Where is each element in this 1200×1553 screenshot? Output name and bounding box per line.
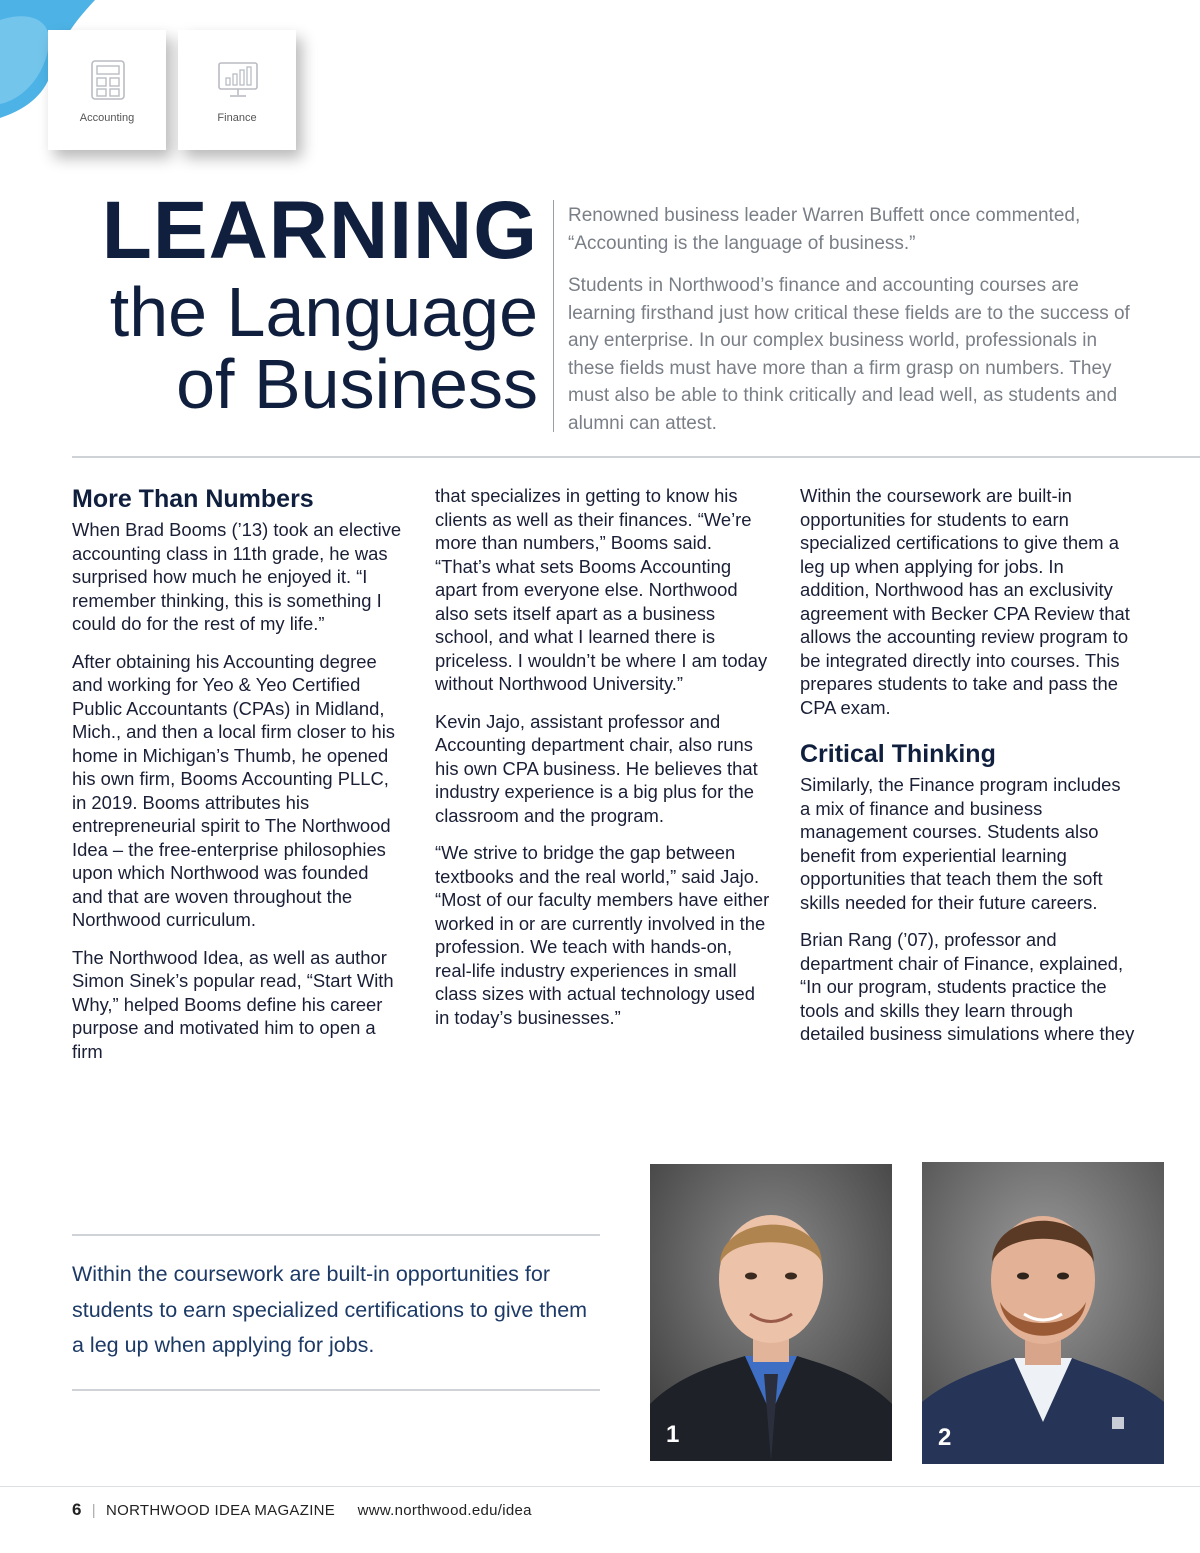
page-footer — [72, 1500, 532, 1520]
footer-url-link[interactable]: www.northwood.edu/idea — [357, 1502, 532, 1519]
body-paragraph: Similarly, the Finance program includes a mix of finance and business management courses. Students also benefit from experiential learning opportunities that teach them the soft skills needed for their future careers. — [800, 774, 1121, 913]
section-heading: More Than Numbers — [72, 485, 314, 513]
footer-rule — [0, 1486, 1200, 1487]
body-paragraph: After obtaining his Accounting degree and working for Yeo & Yeo Certified Public Accountants (CPAs) in Midland, Mich., and then a local firm closer to his home in Michigan’s Thumb, he opened his own firm, Booms Accounting PLLC, in 2019. Booms attributes his entrepreneurial spirit to The Northwood Idea – the free-enterprise philosophies upon which Northwood was founded and that are woven throughout the Northwood curriculum. — [72, 650, 395, 930]
title-divider — [553, 200, 554, 432]
body-paragraph: that specializes in getting to know his clients as well as their finances. “We’re more than numbers,” Booms said. “That’s what sets Booms Accounting apart from everyone else. Northwood also sets itself apart as a business school, and what I learned there is priceless. I wouldn’t be where I am today without Northwood University.” — [435, 485, 768, 694]
pull-quote: Within the coursework are built-in opportunities for students to earn specialized certifications to give them a leg up when applying for jobs. — [72, 1262, 588, 1357]
title-line-2: the Language — [109, 273, 538, 351]
body-paragraph: The Northwood Idea, as well as author Simon Sinek’s popular read, “Start With Why,” helped Booms define his career purpose and motivated him to open a firm — [72, 946, 394, 1062]
photo-number: 2 — [938, 1424, 952, 1451]
body-paragraph: Within the coursework are built-in opportunities for students to earn specialized certifications to give them a leg up when applying for jobs. In addition, Northwood has an exclusivity agreement with Becker CPA Review that allows the accounting review program to be integrated directly into courses. This prepares students to take and pass the CPA exam. — [800, 485, 1130, 718]
pull-quote-rule-bottom — [72, 1389, 600, 1391]
intro-paragraph: Renowned business leader Warren Buffett once commented, “Accounting is the language of business.” — [568, 205, 1081, 254]
section-heading: Critical Thinking — [800, 740, 996, 768]
article-column-2 — [435, 484, 770, 1043]
section-divider — [72, 456, 1200, 458]
page-number: 6 — [72, 1500, 82, 1519]
title-line-3: of Business — [176, 345, 538, 423]
category-label: Finance — [217, 112, 257, 124]
article-column-3 — [800, 484, 1135, 1060]
intro-paragraph: Students in Northwood’s finance and accounting courses are learning firsthand just how critical these fields are to the success of any enterprise. In our complex business world, professionals in these fields must have more than a firm grasp on numbers. They must also be able to think critically and lead well, as students and alumni can attest. — [568, 275, 1130, 434]
category-label: Accounting — [79, 112, 135, 124]
body-paragraph: Kevin Jajo, assistant professor and Accounting department chair, also runs his own CPA business. He believes that industry experience is a big plus for the classroom and the program. — [435, 710, 758, 826]
intro-text — [568, 202, 1148, 452]
category-card-finance[interactable] — [178, 30, 296, 150]
monitor-chart-icon — [216, 58, 260, 102]
article-column-1 — [72, 484, 402, 1077]
pull-quote-rule-top — [72, 1234, 600, 1236]
photo-number: 1 — [666, 1421, 680, 1448]
category-card-accounting[interactable] — [48, 30, 166, 150]
calculator-icon — [86, 58, 130, 102]
title-line-1: LEARNING — [101, 185, 538, 276]
footer-separator: | — [91, 1502, 96, 1519]
body-paragraph: Brian Rang (’07), professor and department chair of Finance, explained, “In our program, students practice the tools and skills they learn through detailed business simulations where they — [800, 929, 1135, 1044]
body-paragraph: “We strive to bridge the gap between textbooks and the real world,” said Jajo. “Most of our faculty members have either worked in or are currently involved in the profession. We teach with hands-on, real-life industry experiences in small class sizes with actual technology used in today’s businesses.” — [435, 842, 770, 1028]
portrait-photo-1 — [650, 1164, 892, 1461]
portrait-photo-2 — [922, 1162, 1164, 1464]
magazine-name: NORTHWOOD IDEA MAGAZINE — [105, 1502, 336, 1519]
body-paragraph: When Brad Booms (’13) took an elective accounting class in 11th grade, he was surprised how much he enjoyed it. “I remember thinking, this is something I could do for the rest of my life.” — [72, 519, 402, 634]
page-title — [101, 185, 538, 423]
